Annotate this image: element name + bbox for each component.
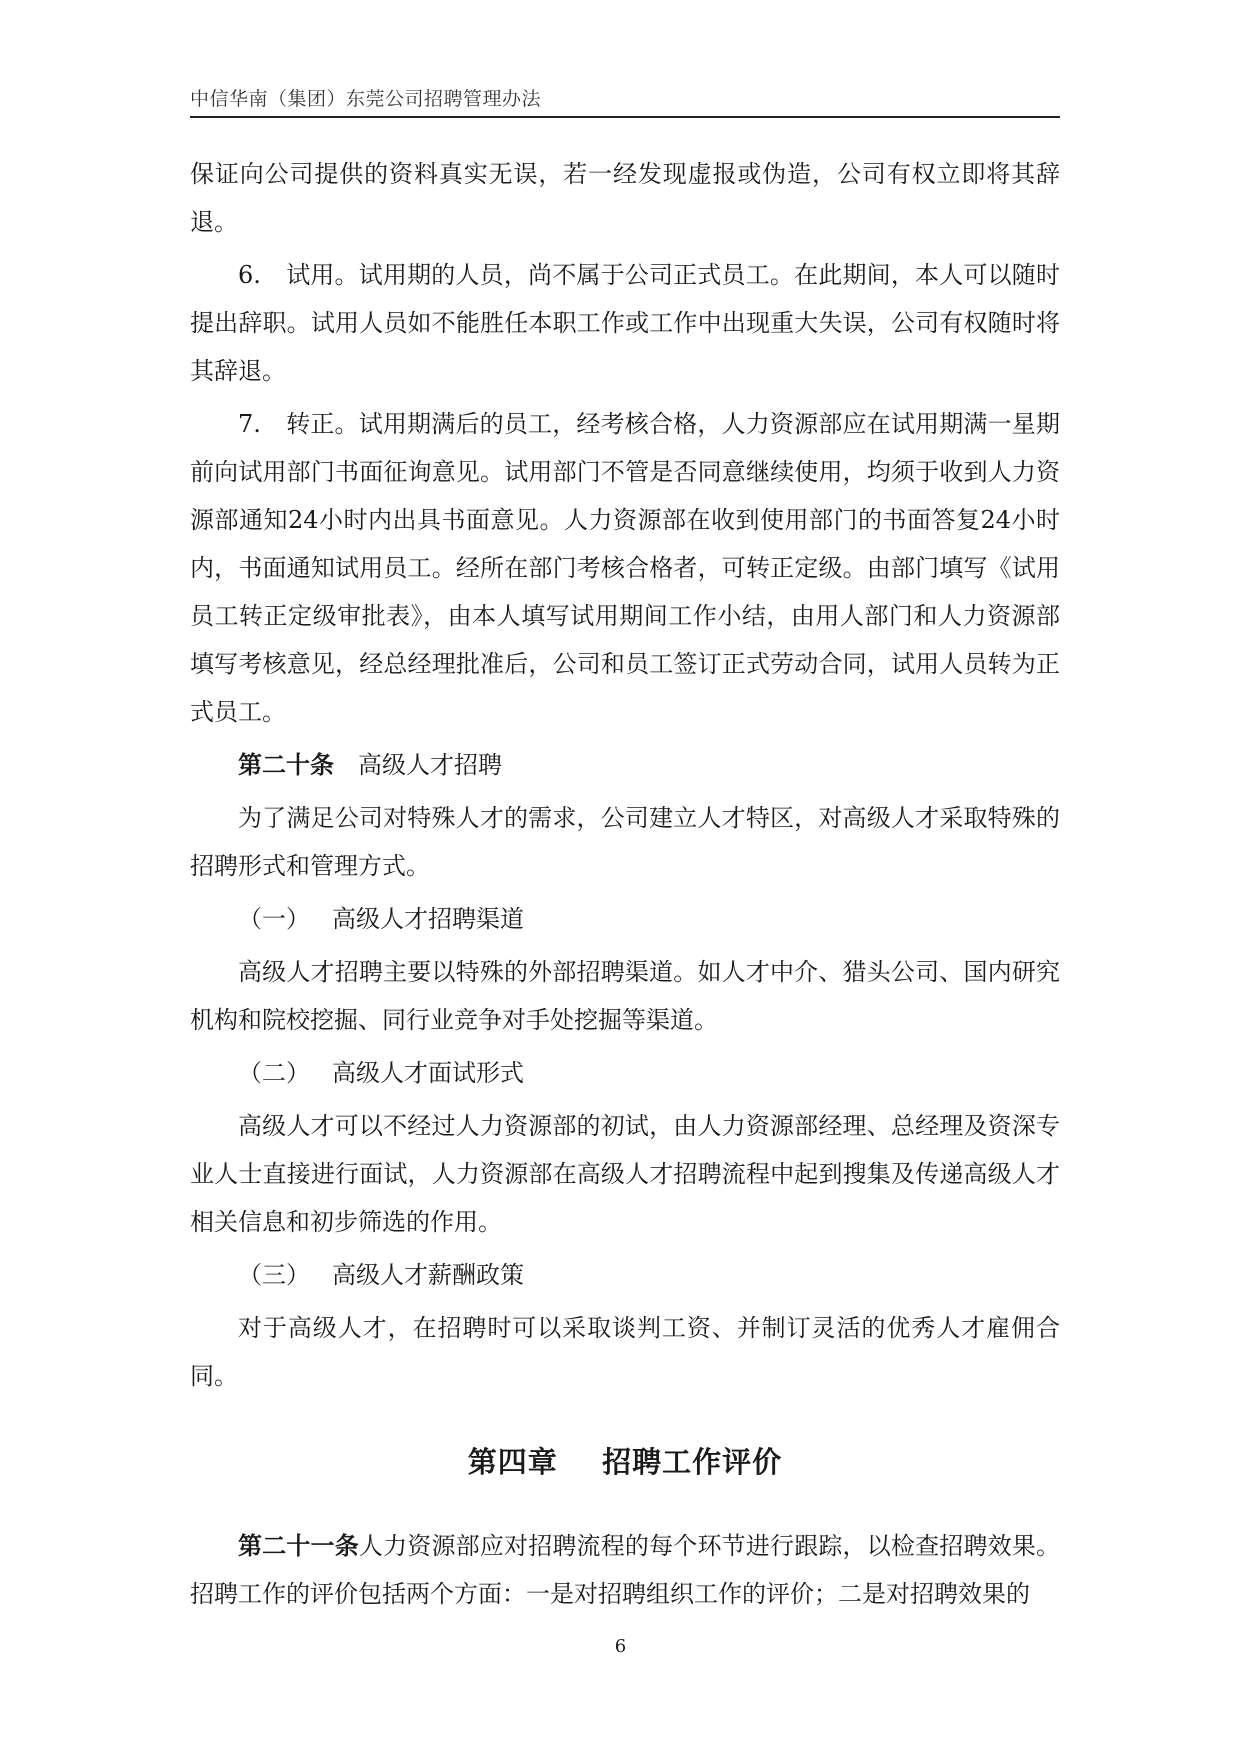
list-item-text: 试用。试用期的人员，尚不属于公司正式员工。在此期间，本人可以随时提出辞职。试用人员如不能胜任本职工作或工作中出现重大失误，公司有权随时将其辞退。 [190,261,1060,385]
subsection-number: （三） [238,1261,310,1289]
subsection-1-heading [190,895,1060,943]
subsection-1-text: 高级人才招聘主要以特殊的外部招聘渠道。如人才中介、猎头公司、国内研究机构和院校挖掘、同行业竞争对手处挖掘等渠道。 [190,958,1060,1034]
subsection-number: （二） [238,1059,310,1087]
header-title: 中信华南（集团）东莞公司招聘管理办法 [190,88,542,110]
paragraph-continuation: 保证向公司提供的资料真实无误，若一经发现虚报或伪造，公司有权立即将其辞退。 [190,160,1060,236]
article-20-intro: 为了满足公司对特殊人才的需求，公司建立人才特区，对高级人才采取特殊的招聘形式和管理方式。 [190,804,1060,880]
subsection-3-text: 对于高级人才，在招聘时可以采取谈判工资、并制订灵活的优秀人才雇佣合同。 [190,1314,1060,1390]
list-item-number: 6. [238,261,261,289]
document-body [190,150,1060,1623]
article-text: 人力资源部应对招聘流程的每个环节进行跟踪，以检查招聘效果。招聘工作的评价包括两个方面：一是对招聘组织工作的评价；二是对招聘效果的 [190,1532,1061,1608]
list-item-6 [190,251,1060,395]
subsection-2-heading [190,1049,1060,1097]
running-header [190,80,1060,118]
subsection-2-text: 高级人才可以不经过人力资源部的初试，由人力资源部经理、总经理及资深专业人士直接进行面试，人力资源部在高级人才招聘流程中起到搜集及传递高级人才相关信息和初步筛选的作用。 [190,1112,1060,1236]
article-title: 高级人才招聘 [358,751,502,779]
subsection-title: 高级人才薪酬政策 [332,1261,524,1289]
subsection-title: 高级人才面试形式 [332,1059,524,1087]
article-20-heading [190,741,1060,789]
article-label: 第二十一条 [238,1531,359,1560]
list-item-text: 转正。试用期满后的员工，经考核合格，人力资源部应在试用期满一星期前向试用部门书面征询意见。试用部门不管是否同意继续使用，均须于收到人力资源部通知24小时内出具书面意见。人力资源部在收到使用部门的书面答复24小时内，书面通知试用员工。经所在部门考核合格者，可转正定级。由部门填写《试用员工转正定级审批表》，由本人填写试用期间工作小结，由用人部门和人力资源部填写考核意见，经总经理批准后，公司和员工签订正式劳动合同，试用人员转为正式员工。 [190,410,1060,726]
chapter-heading: 第四章 招聘工作评价 [467,1445,783,1479]
subsection-3-heading [190,1251,1060,1299]
subsection-title: 高级人才招聘渠道 [332,905,524,933]
article-21 [190,1522,1060,1618]
list-item-7 [190,400,1060,736]
article-label: 第二十条 [238,750,334,779]
subsection-number: （一） [238,905,310,933]
page-number: 6 [614,1636,627,1657]
list-item-number: 7. [238,410,261,438]
